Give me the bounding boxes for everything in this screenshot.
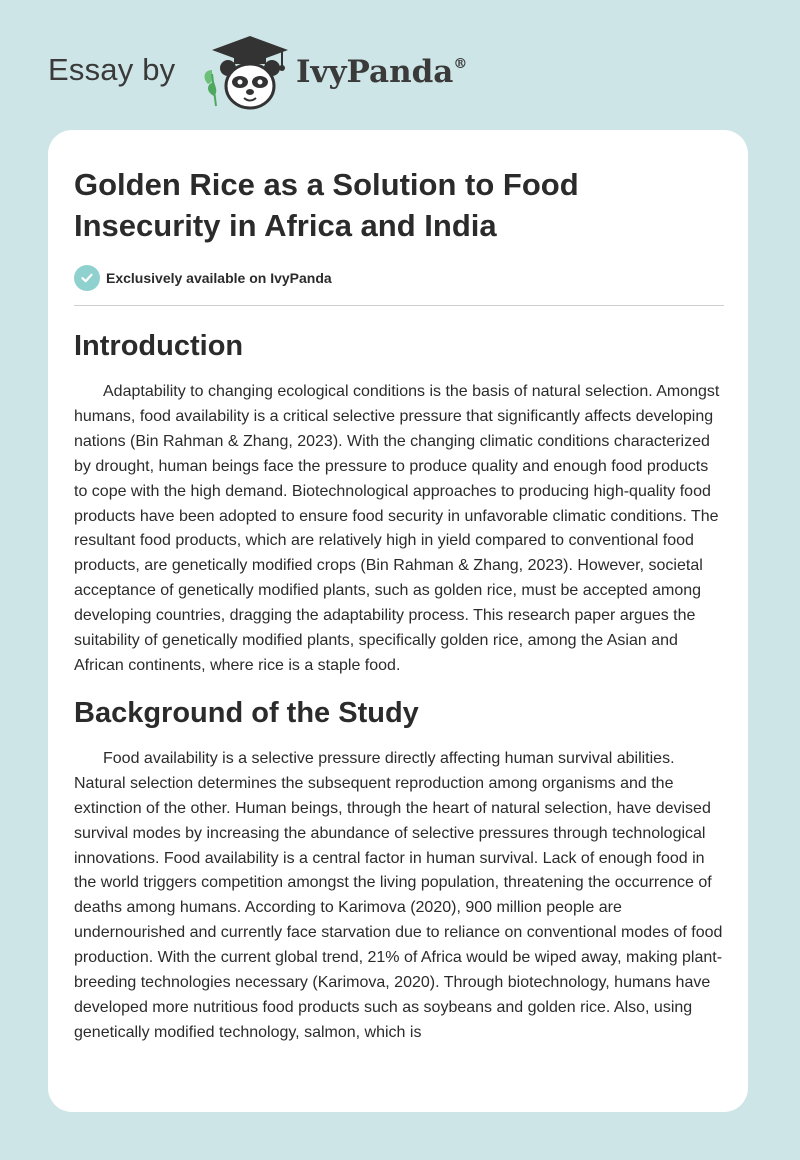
section-paragraph-introduction: Adaptability to changing ecological conditions is the basis of natural selection. Amongst humans, food availability is a critical selective pressure that significantly affects developing nations (Bin Rahman & Zhang, 2023). With the changing climatic conditions characterized by drought, human beings face the pressure to produce quality and enough food products to cope with the high demand. Biotechnological approaches to producing high-quality food products have been adopted to ensure food security in unfavorable climatic conditions. The resultant food products, which are relatively high in yield compared to conventional food products, are genetically modified crops (Bin Rahman & Zhang, 2023). However, societal acceptance of genetically modified plants, such as golden rice, must be accepted among developing countries, dragging the adaptability process. This research paper argues the suitability of genetically modified plants, specifically golden rice, among the Asian and African continents, where rice is a staple food. xyxy=(74,383,720,674)
divider xyxy=(74,305,724,306)
site-header xyxy=(0,0,800,128)
exclusive-text: Exclusively available on IvyPanda xyxy=(106,270,332,286)
section-paragraph-background: Food availability is a selective pressure directly affecting human survival abilities. Natural selection determines the subsequent reproduction among organisms and the extinction of the other. Human beings, through the heart of natural selection, have devised survival modes by increasing the abundance of selective pressures through technological innovations. Food availability is a central factor in human survival. Lack of enough food in the world triggers competition amongst the living population, threatening the occurrence of deaths among humans. According to Karimova (2020), 900 million people are undernourished and currently face starvation due to reliance on conventional modes of food production. With the current global trend, 21% of Africa would be wiped away, making plant-breeding technologies necessary (Karimova, 2020). Through biotechnology, humans have developed more nutritious food products such as soybeans and golden rice. Also, using genetically modified technology, salmon, which is xyxy=(74,749,723,1041)
panda-logo-icon[interactable] xyxy=(200,34,296,114)
essay-content xyxy=(74,164,724,1046)
exclusive-badge xyxy=(74,265,724,291)
brand-name[interactable]: IvyPanda® xyxy=(296,54,468,90)
essay-card xyxy=(48,130,748,1112)
section-heading-background: Background of the Study xyxy=(74,696,419,729)
check-circle-icon xyxy=(74,265,100,291)
brand-prefix: Essay by xyxy=(48,52,176,87)
essay-title: Golden Rice as a Solution to Food Insecurity in Africa and India xyxy=(74,167,579,243)
section-heading-introduction: Introduction xyxy=(74,330,244,362)
